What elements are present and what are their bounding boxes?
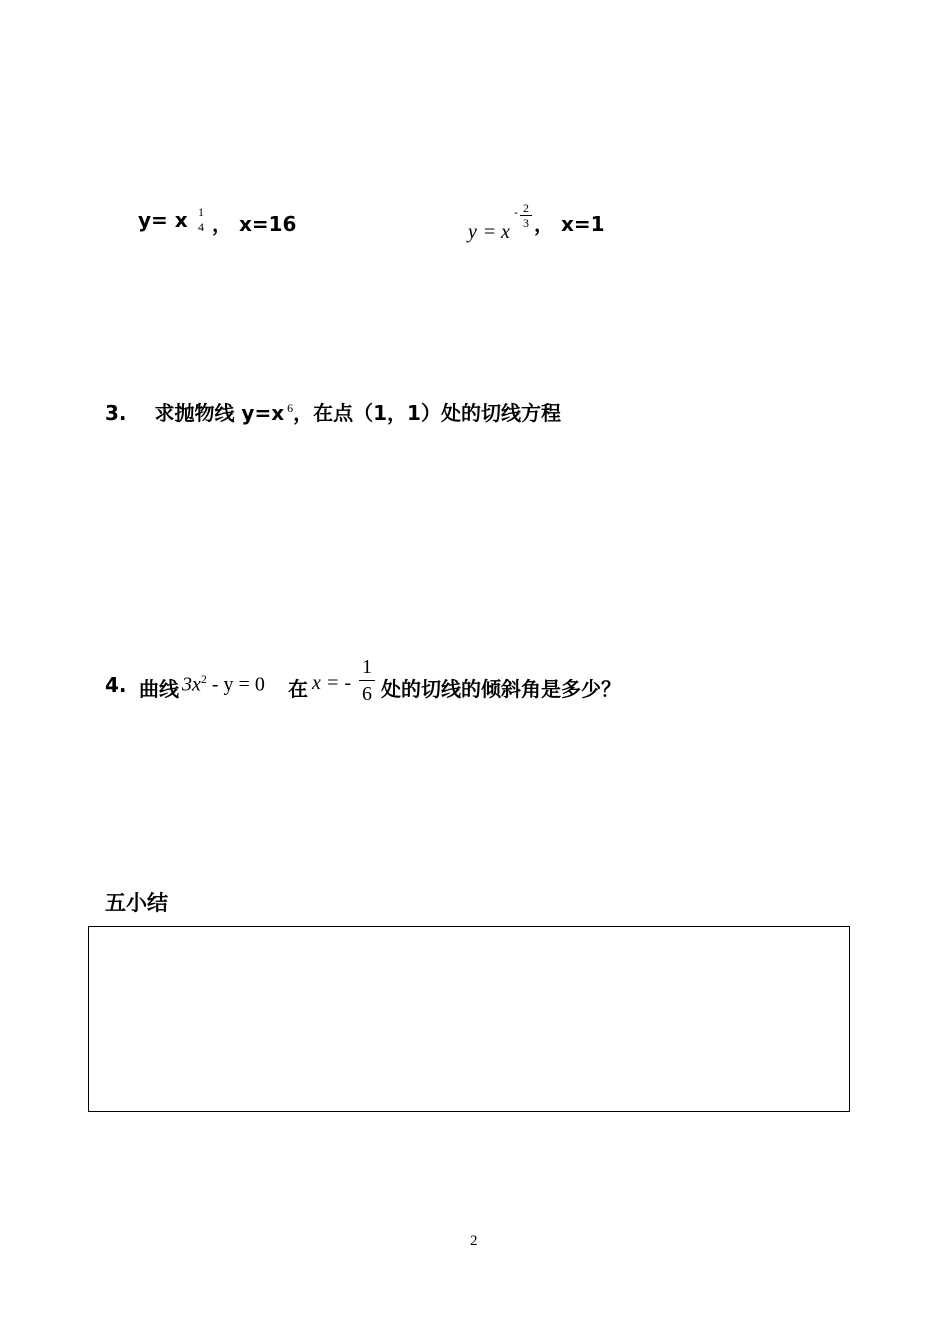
item-b-y: y (468, 221, 477, 243)
question-3-number: 3. (105, 401, 127, 425)
question-4-fraction (359, 657, 375, 704)
item-a-prefix: y= x (138, 208, 188, 232)
item-a-exponent-fraction (195, 206, 207, 233)
question-4-x-equals: x = - (312, 672, 352, 694)
item-a-exp-numerator: 1 (198, 205, 204, 219)
section-5-heading: 五小结 (105, 891, 168, 915)
item-b-x: x (501, 221, 510, 243)
exercise-item-a (138, 208, 188, 232)
question-3-text-a: 求抛物线 y=x (154, 401, 285, 425)
question-3-text-b: ，在点（1，1）处的切线方程 (293, 401, 561, 425)
question-4-number-wrap (105, 673, 127, 697)
question-4-text-a: 曲线 (139, 677, 179, 701)
item-b-equals: = (484, 221, 496, 243)
question-4-number: 4. (105, 673, 127, 697)
question-4-text-a-wrap (139, 673, 179, 702)
item-b-exp-denominator: 3 (523, 216, 529, 230)
page-number: 2 (470, 1233, 478, 1249)
question-4-fraction-bar (359, 680, 375, 681)
item-b-suffix: ， x=1 (534, 212, 605, 236)
question-4-expr-exponent: 2 (200, 672, 207, 686)
item-b-exp-minus: - (514, 205, 518, 219)
question-4-frac-numerator: 1 (362, 656, 372, 678)
item-a-suffix-wrap (212, 208, 296, 237)
item-b-exp-numerator: 2 (523, 201, 529, 215)
item-b-suffix-wrap (534, 208, 605, 237)
summary-answer-box[interactable] (88, 926, 850, 1112)
question-4-text-c: 处的切线的倾斜角是多少？ (381, 677, 621, 701)
question-4-text-b: 在 (288, 677, 308, 701)
item-a-suffix: ， x=16 (212, 212, 297, 236)
question-4-text-c-wrap (381, 673, 621, 702)
question-4-expression: $3x^2 - y = 0$ (182, 672, 265, 696)
item-a-exp-denominator: 4 (198, 220, 204, 234)
question-4-text-b-wrap (288, 673, 308, 702)
question-4-frac-denominator: 6 (362, 683, 372, 705)
question-3-exponent: 6 (287, 401, 294, 416)
question-3 (105, 397, 561, 426)
item-b-exponent-fraction (520, 202, 532, 229)
